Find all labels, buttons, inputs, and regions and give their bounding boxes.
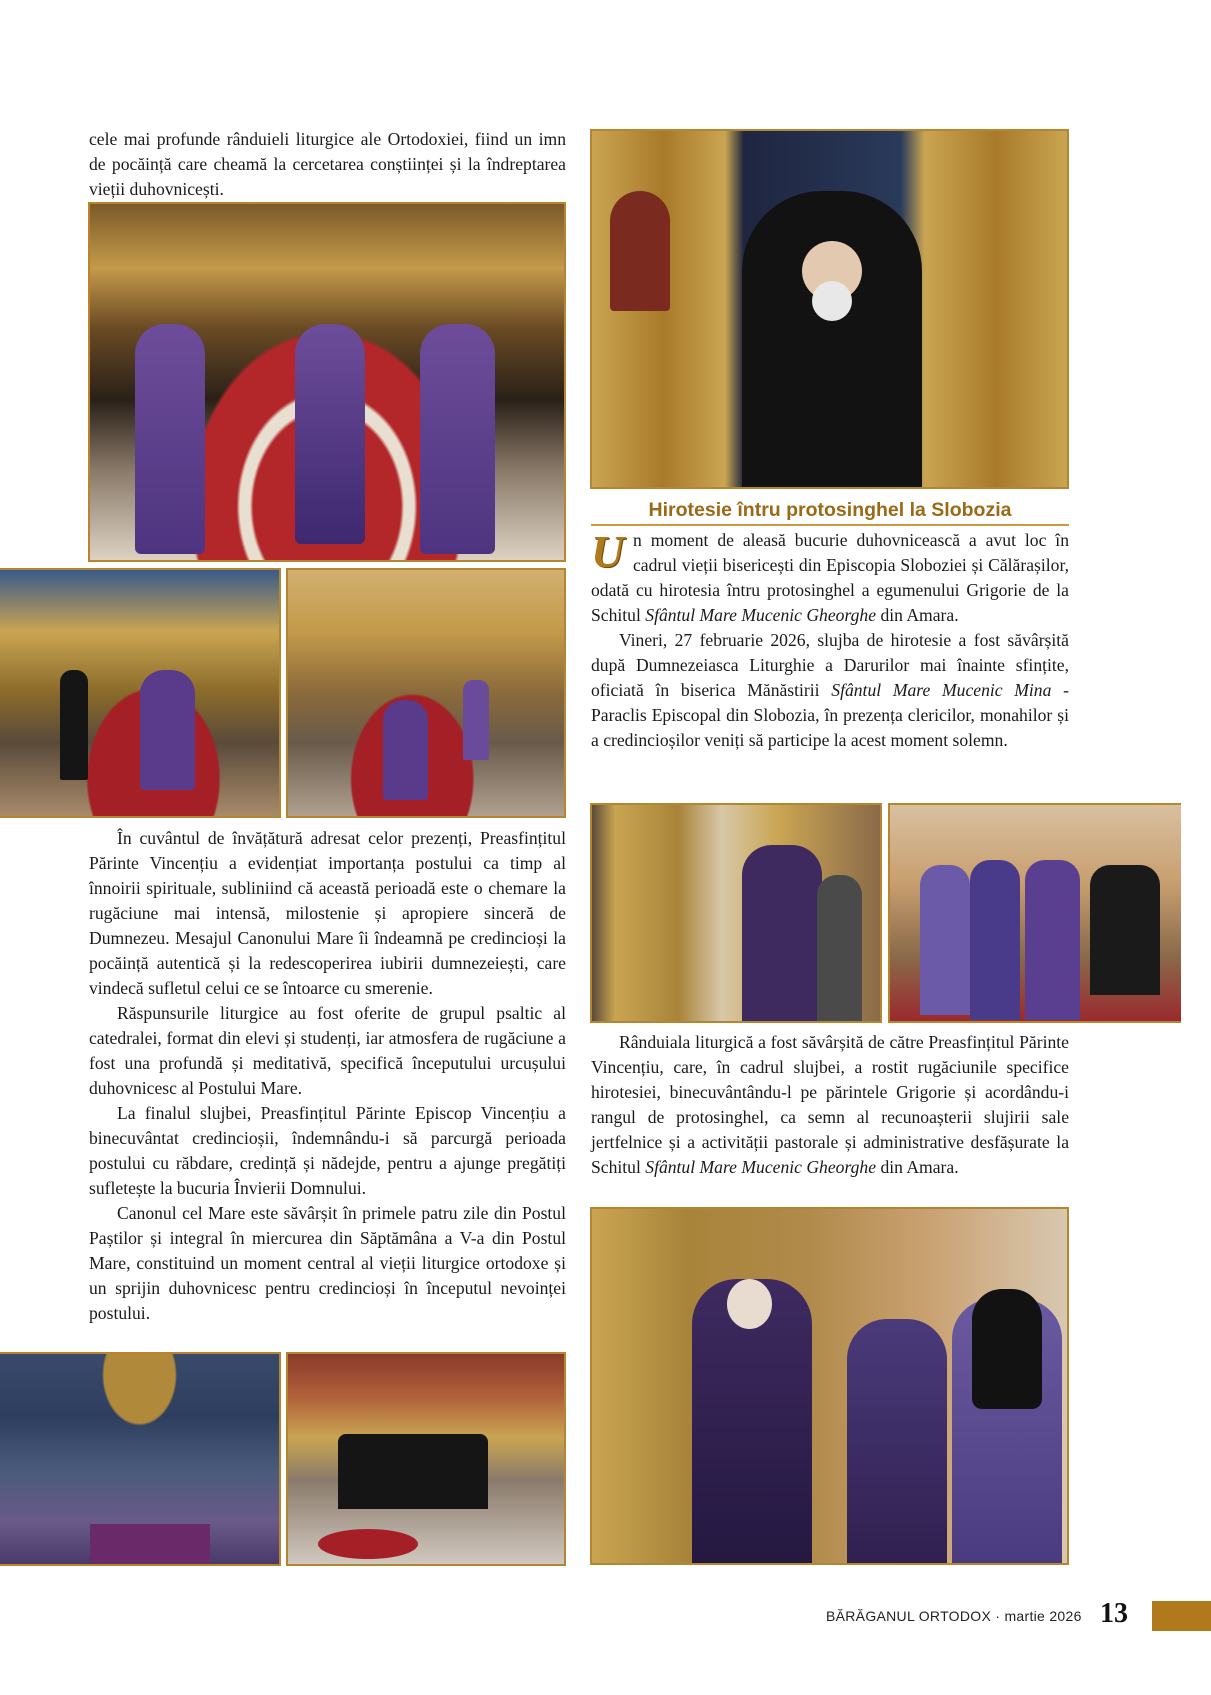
paragraph-date: Vineri, 27 februarie 2026, slujba de hirotesie a fost săvârșită după Dumnezeiasca Liturghie a Darurilor mai înainte sfințite, oficiată în biserica Mănăstirii Sfântul Mare Mucenic Mina - Paraclis Episcopal din Slobozia, în prezența clericilor, monahilor și a credincioșilor veniți să participe la acest moment solemn. bbox=[591, 630, 1069, 750]
dropcap-letter: U bbox=[591, 526, 625, 577]
photo-clergy-group bbox=[888, 803, 1181, 1023]
intro-paragraph: cele mai profunde rânduieli liturgice ale Ortodoxiei, fiind un imn de pocăință care cheamă la cercetarea conștiinței și la îndreptarea vieții duhovnicești. bbox=[89, 129, 566, 199]
right-upper-text bbox=[591, 528, 1069, 753]
paragraph-ritual: Rânduiala liturgică a fost săvârșită de către Preasfințitul Părinte Vincențiu, care, în cadrul slujbei, a rostit rugăciunile specifice hirotesiei, binecuvântându-l pe părintele Grigorie și acordându-i rangul de protosinghel, ca semn al recunoașterii slujirii sale jertfelnice și a activității pastorale și administrative desfășurate la Schitul Sfântul Mare Mucenic Gheorghe din Amara. bbox=[591, 1032, 1069, 1177]
page-number: 13 bbox=[1100, 1598, 1128, 1629]
left-body-text bbox=[89, 826, 566, 1326]
left-intro-text bbox=[89, 127, 566, 202]
footer-accent-bar bbox=[1152, 1601, 1211, 1631]
publication-label: BĂRĂGANUL ORTODOX · martie 2026 bbox=[826, 1608, 1082, 1624]
photo-protosinghel-blessing bbox=[590, 1207, 1069, 1565]
paragraph-moment: Un moment de aleasă bucurie duhovnicească a avut loc în cadrul vieții bisericești din Episcopia Sloboziei și Călărașilor, odată cu hirotesia întru protosinghel a egumenului Grigorie de la Schitul Sfântul Mare Mucenic Gheorghe din Amara. bbox=[591, 526, 1069, 625]
paragraph-choir: Răspunsurile liturgice au fost oferite de grupul psaltic al catedralei, format din elevi și studenți, iar atmosfera de rugăciune a fost una profundă și meditativă, specifică începutului urcușului duhovnicesc al Postului Mare. bbox=[89, 1003, 566, 1098]
paragraph-canon: Canonul cel Mare este săvârșit în primele patru zile din Postul Paștilor și integral în miercurea din Săptămâna a V-a din Postul Mare, constituind un moment central al vieții liturgice ortodoxe și un sprijin duhovnicesc pentru credincioși în începutul nevoinței postului. bbox=[89, 1203, 566, 1323]
right-lower-text bbox=[591, 1030, 1069, 1180]
photo-bishop-speaking bbox=[590, 129, 1069, 489]
paragraph-sermon: În cuvântul de învățătură adresat celor prezenți, Preasfințitul Părinte Vincențiu a evidențiat importanța postului ca timp al înnoirii spirituale, subliniind că această perioadă este o chemare la rugăciune mai intensă, milostenie și apropiere sinceră de Dumnezeu. Mesajul Canonului Mare îi îndeamnă pe credincioși la pocăință autentică și la redescoperirea iubirii dumnezeiești, care vindecă sufletul celui ce se întoarce cu smerenie. bbox=[89, 828, 566, 998]
section-heading: Hirotesie întru protosinghel la Slobozia bbox=[591, 497, 1069, 526]
photo-nave-prostration bbox=[286, 568, 566, 818]
photo-icon-bishop bbox=[590, 803, 882, 1023]
photo-service-deacons bbox=[88, 202, 566, 562]
photo-altar-prostration bbox=[0, 568, 281, 818]
paragraph-blessing: La finalul slujbei, Preasfințitul Părinte Episcop Vincențiu a binecuvântat credincioșii, îndemnându-i să parcurgă perioada postului cu răbdare, credință și nădejde, pentru a ajunge pregătiți sufletește la bucuria Învierii Domnului. bbox=[89, 1103, 566, 1198]
photo-choir-group bbox=[286, 1352, 566, 1566]
photo-dome-interior bbox=[0, 1352, 281, 1566]
